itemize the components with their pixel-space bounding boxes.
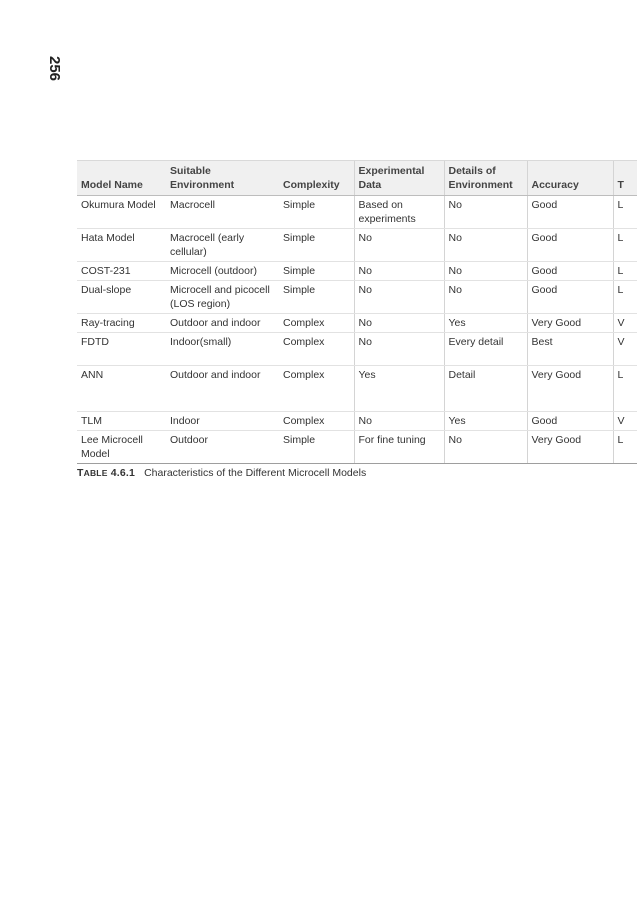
column-header: T [613,161,637,196]
table-cell: Yes [354,366,444,412]
table-cell: Very Good [527,314,613,333]
caption-label [77,467,135,479]
column-header: Complexity [279,161,354,196]
table-row [77,262,637,281]
table-cell: No [444,262,527,281]
table-cell: No [354,333,444,366]
table-cell: Complex [279,314,354,333]
caption-label-small: ABLE [83,468,108,478]
table-row [77,412,637,431]
table-cell: Outdoor [166,431,279,464]
column-header: Experimental Data [354,161,444,196]
table-cell: V [613,314,637,333]
table-row [77,281,637,314]
table-cell: Complex [279,333,354,366]
table-cell: Yes [444,412,527,431]
table-cell: Microcell and picocell (LOS region) [166,281,279,314]
table-cell: Simple [279,431,354,464]
table-cell: TLM [77,412,166,431]
table-cell: Outdoor and indoor [166,314,279,333]
caption-label-cap: T [77,467,84,479]
table-cell: Macrocell [166,196,279,229]
table-cell: No [444,196,527,229]
table-cell: Dual-slope [77,281,166,314]
table-cell: Simple [279,229,354,262]
table-cell: Indoor [166,412,279,431]
table-cell: Good [527,262,613,281]
table-cell: Very Good [527,366,613,412]
table-container [77,160,625,464]
table-row [77,196,637,229]
table-cell: Microcell (outdoor) [166,262,279,281]
table-row [77,314,637,333]
table-cell: No [444,281,527,314]
table-cell: No [354,412,444,431]
table-cell: No [444,431,527,464]
table-cell: L [613,196,637,229]
table-cell: Every detail [444,333,527,366]
table-cell: Complex [279,366,354,412]
page-number: 256 [46,56,63,82]
table-cell: L [613,431,637,464]
table-cell: Ray-tracing [77,314,166,333]
caption-number: 4.6.1 [110,467,136,479]
table-cell: Indoor(small) [166,333,279,366]
table-cell: No [354,229,444,262]
table-header-row [77,161,637,196]
table-cell: Best [527,333,613,366]
table-cell: Okumura Model [77,196,166,229]
table-caption [77,466,366,480]
table-cell: L [613,281,637,314]
microcell-models-table [77,160,637,464]
table-cell: COST-231 [77,262,166,281]
table-cell: L [613,262,637,281]
table-cell: V [613,412,637,431]
table-cell: Hata Model [77,229,166,262]
table-cell: FDTD [77,333,166,366]
table-cell: V [613,333,637,366]
table-cell: Lee Microcell Model [77,431,166,464]
table-cell: L [613,229,637,262]
column-header: Accuracy [527,161,613,196]
caption-text: Characteristics of the Different Microcell Models [144,467,367,479]
table-cell: Good [527,412,613,431]
table-cell: Very Good [527,431,613,464]
table-cell: Simple [279,281,354,314]
table-cell: Good [527,229,613,262]
table-cell: No [354,281,444,314]
table-cell: ANN [77,366,166,412]
table-cell: Complex [279,412,354,431]
table-cell: Macrocell (early cellular) [166,229,279,262]
table-row [77,366,637,412]
table-cell: For fine tuning [354,431,444,464]
table-row [77,333,637,366]
table-cell: No [354,262,444,281]
table-cell: No [354,314,444,333]
table-cell: Based on experiments [354,196,444,229]
table-cell: Good [527,281,613,314]
table-cell: Yes [444,314,527,333]
table-cell: No [444,229,527,262]
column-header: Suitable Environment [166,161,279,196]
table-cell: Outdoor and indoor [166,366,279,412]
table-cell: Simple [279,262,354,281]
table-cell: L [613,366,637,412]
table-row [77,229,637,262]
column-header: Model Name [77,161,166,196]
column-header: Details of Environment [444,161,527,196]
table-cell: Simple [279,196,354,229]
table-cell: Good [527,196,613,229]
table-cell: Detail [444,366,527,412]
table-row [77,431,637,464]
